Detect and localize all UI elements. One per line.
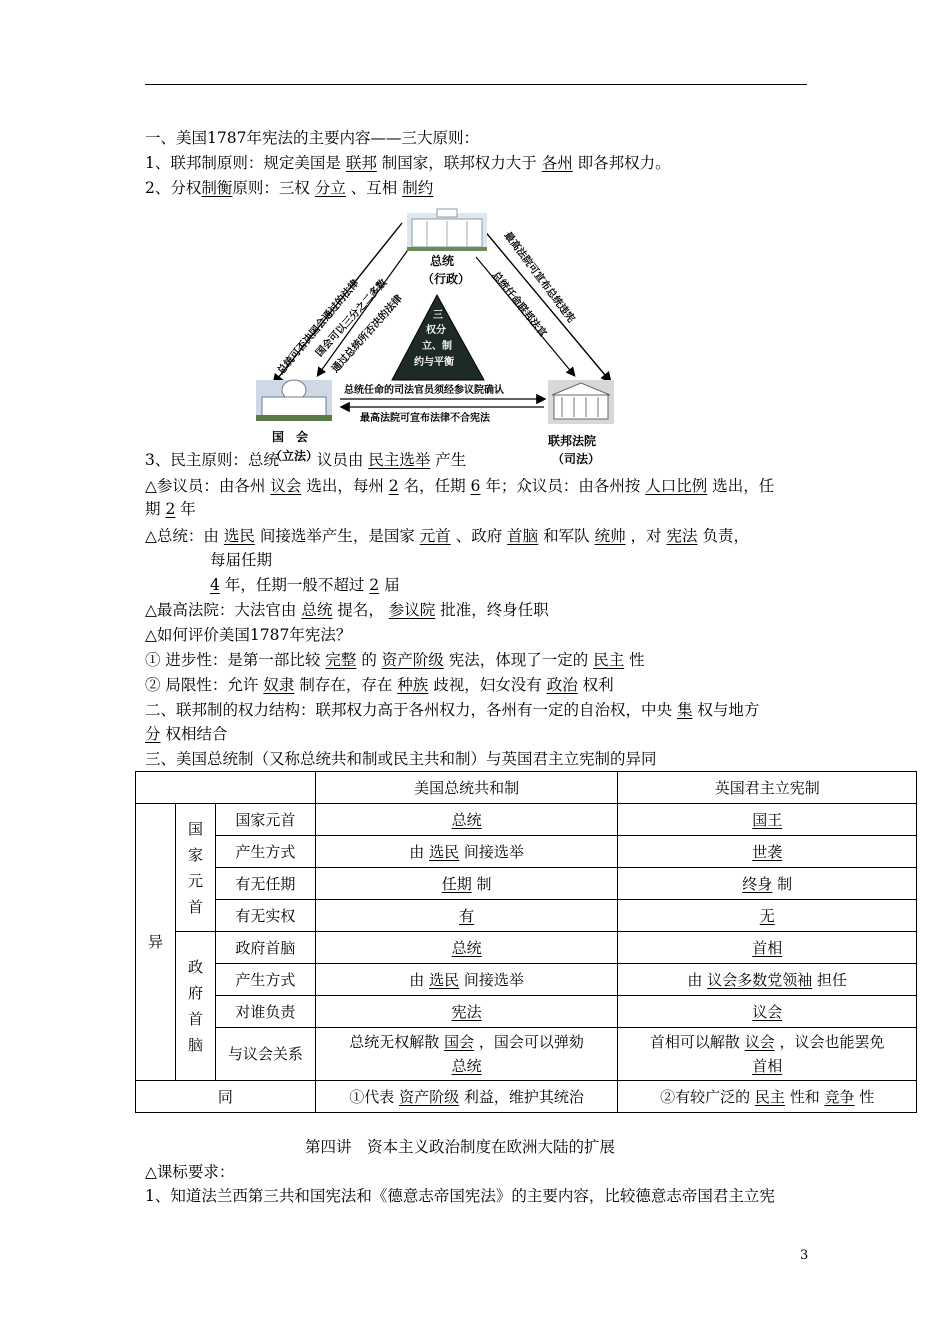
same-cell: 同 — [136, 1081, 316, 1113]
svg-text:三: 三 — [433, 310, 443, 321]
group-head-of-government: 政 府 首 脑 — [175, 932, 215, 1081]
progressive-line: ① 进步性：是第一部比较 完整 的 资产阶级 宪法，体现了一定的 民主 性 — [145, 651, 645, 669]
group-head-of-state: 国 家 元 首 — [175, 804, 215, 932]
label-confirm: 总统任命的司法官员须经参议院确认 — [344, 385, 504, 396]
table-row: 有无实权 有 无 — [136, 900, 917, 932]
capitol-icon — [256, 380, 332, 421]
label-judicial-review: 最高法院可宣布法律不合宪法 — [360, 413, 490, 424]
header-rule — [145, 84, 807, 85]
court-label: 联邦法院 — [548, 434, 597, 448]
president-term-label: 每届任期 — [210, 551, 273, 569]
heading-constitution: 一、美国1787年宪法的主要内容——三大原则： — [145, 129, 479, 147]
header-uk: 英国君主立宪制 — [618, 772, 917, 804]
federal-principle: 1、联邦制原则：规定美国是 联邦 制国家，联邦权力大于 各州 即各邦权力。 — [145, 154, 671, 172]
congress-label: 国 会 — [272, 430, 309, 444]
evaluate-question: △如何评价美国1787年宪法？ — [145, 626, 352, 644]
label-unconstitutional: 最高法院可宣布总统违宪 — [501, 230, 577, 325]
label-veto: 总统可否决国会通过的法律 — [275, 277, 362, 377]
supreme-court-icon — [548, 380, 614, 424]
label-appoint-judges: 总统任命联邦法官 — [489, 270, 549, 340]
table-row: 产生方式 由 选民 间接选举 世袭 — [136, 836, 917, 868]
table-row: 对谁负责 宪法 议会 — [136, 996, 917, 1028]
supreme-court-line: △最高法院：大法官由 总统 提名， 参议院 批准，终身任职 — [145, 601, 549, 619]
white-house-icon — [407, 209, 487, 251]
limitation-line: ② 局限性：允许 奴隶 制存在，存在 种族 歧视，妇女没有 政治 权利 — [145, 676, 614, 694]
federal-structure-line: 二、联邦制的权力结构：联邦权力高于各州权力，各州有一定的自治权，中央 集 权与地方 — [145, 701, 760, 719]
table-row: 异 国 家 元 首 国家元首 总统 国王 — [136, 804, 917, 836]
page-number: 3 — [800, 1248, 809, 1263]
svg-text:约与平衡: 约与平衡 — [414, 357, 454, 368]
curriculum-requirements: △课标要求： — [145, 1163, 235, 1181]
table-row: 产生方式 由 选民 间接选举 由 议会多数党领袖 担任 — [136, 964, 917, 996]
president-term-value: 4 年，任期一般不超过 2 届 — [210, 576, 400, 594]
senators-line: △参议员：由各州 议会 选出，每州 2 名，任期 6 年；众议员：由各州按 人口比例 选出，任 — [145, 477, 775, 495]
table-row: 政 府 首 脑 政府首脑 总统 首相 — [136, 932, 917, 964]
arrow-court-to-president — [478, 223, 610, 381]
congress-sub: （立法） — [270, 449, 319, 463]
diff-cell: 异 — [136, 804, 176, 1081]
requirement-1: 1、知道法兰西第三共和国宪法和《德意志帝国宪法》的主要内容，比较德意志帝国君主立宪 — [145, 1187, 775, 1205]
table-row: 有无任期 任期 制 终身 制 — [136, 868, 917, 900]
president-line: △总统：由 选民 间接选举产生，是国家 元首 、政府 首脑 和军队 统帅 ，对 宪法 负责， — [145, 527, 749, 545]
comparison-table — [135, 771, 917, 1113]
federal-structure-cont: 分 权相结合 — [145, 725, 228, 743]
label-override1: 国会可以三分之二多数 — [314, 277, 390, 360]
header-us: 美国总统共和制 — [315, 772, 618, 804]
democratic-principle: 3、民主原则：总统 议员由 民主选举 产生 — [145, 451, 467, 469]
svg-text:权分: 权分 — [426, 325, 446, 336]
president-sub: （行政） — [422, 272, 471, 286]
table-same-row: 同 ①代表 资产阶级 利益，维护其统治 ②有较广泛的 民主 性和 竞争 性 — [136, 1081, 917, 1113]
label-override2: 通过总统所否决的法律 — [330, 293, 405, 376]
comparison-heading: 三、美国总统制（又称总统共和制或民主共和制）与英国君主立宪制的异同 — [145, 750, 657, 768]
svg-text:立、制: 立、制 — [422, 341, 452, 352]
lecture-title: 第四讲 资本主义政治制度在欧洲大陆的扩展 — [305, 1138, 616, 1156]
table-row: 与议会关系 总统无权解散 国会 ，国会可以弹劾 总统 首相可以解散 议会 ，议会也能罢免 首相 — [136, 1028, 917, 1081]
senators-line-cont: 期 2 年 — [145, 500, 196, 518]
president-label: 总统 — [430, 254, 455, 268]
checks-balances-diagram — [252, 205, 622, 470]
separation-principle: 2、分权制衡原则：三权 分立 、互相 制约 — [145, 179, 434, 197]
court-sub: （司法） — [552, 452, 601, 466]
table-header-row — [136, 772, 917, 804]
